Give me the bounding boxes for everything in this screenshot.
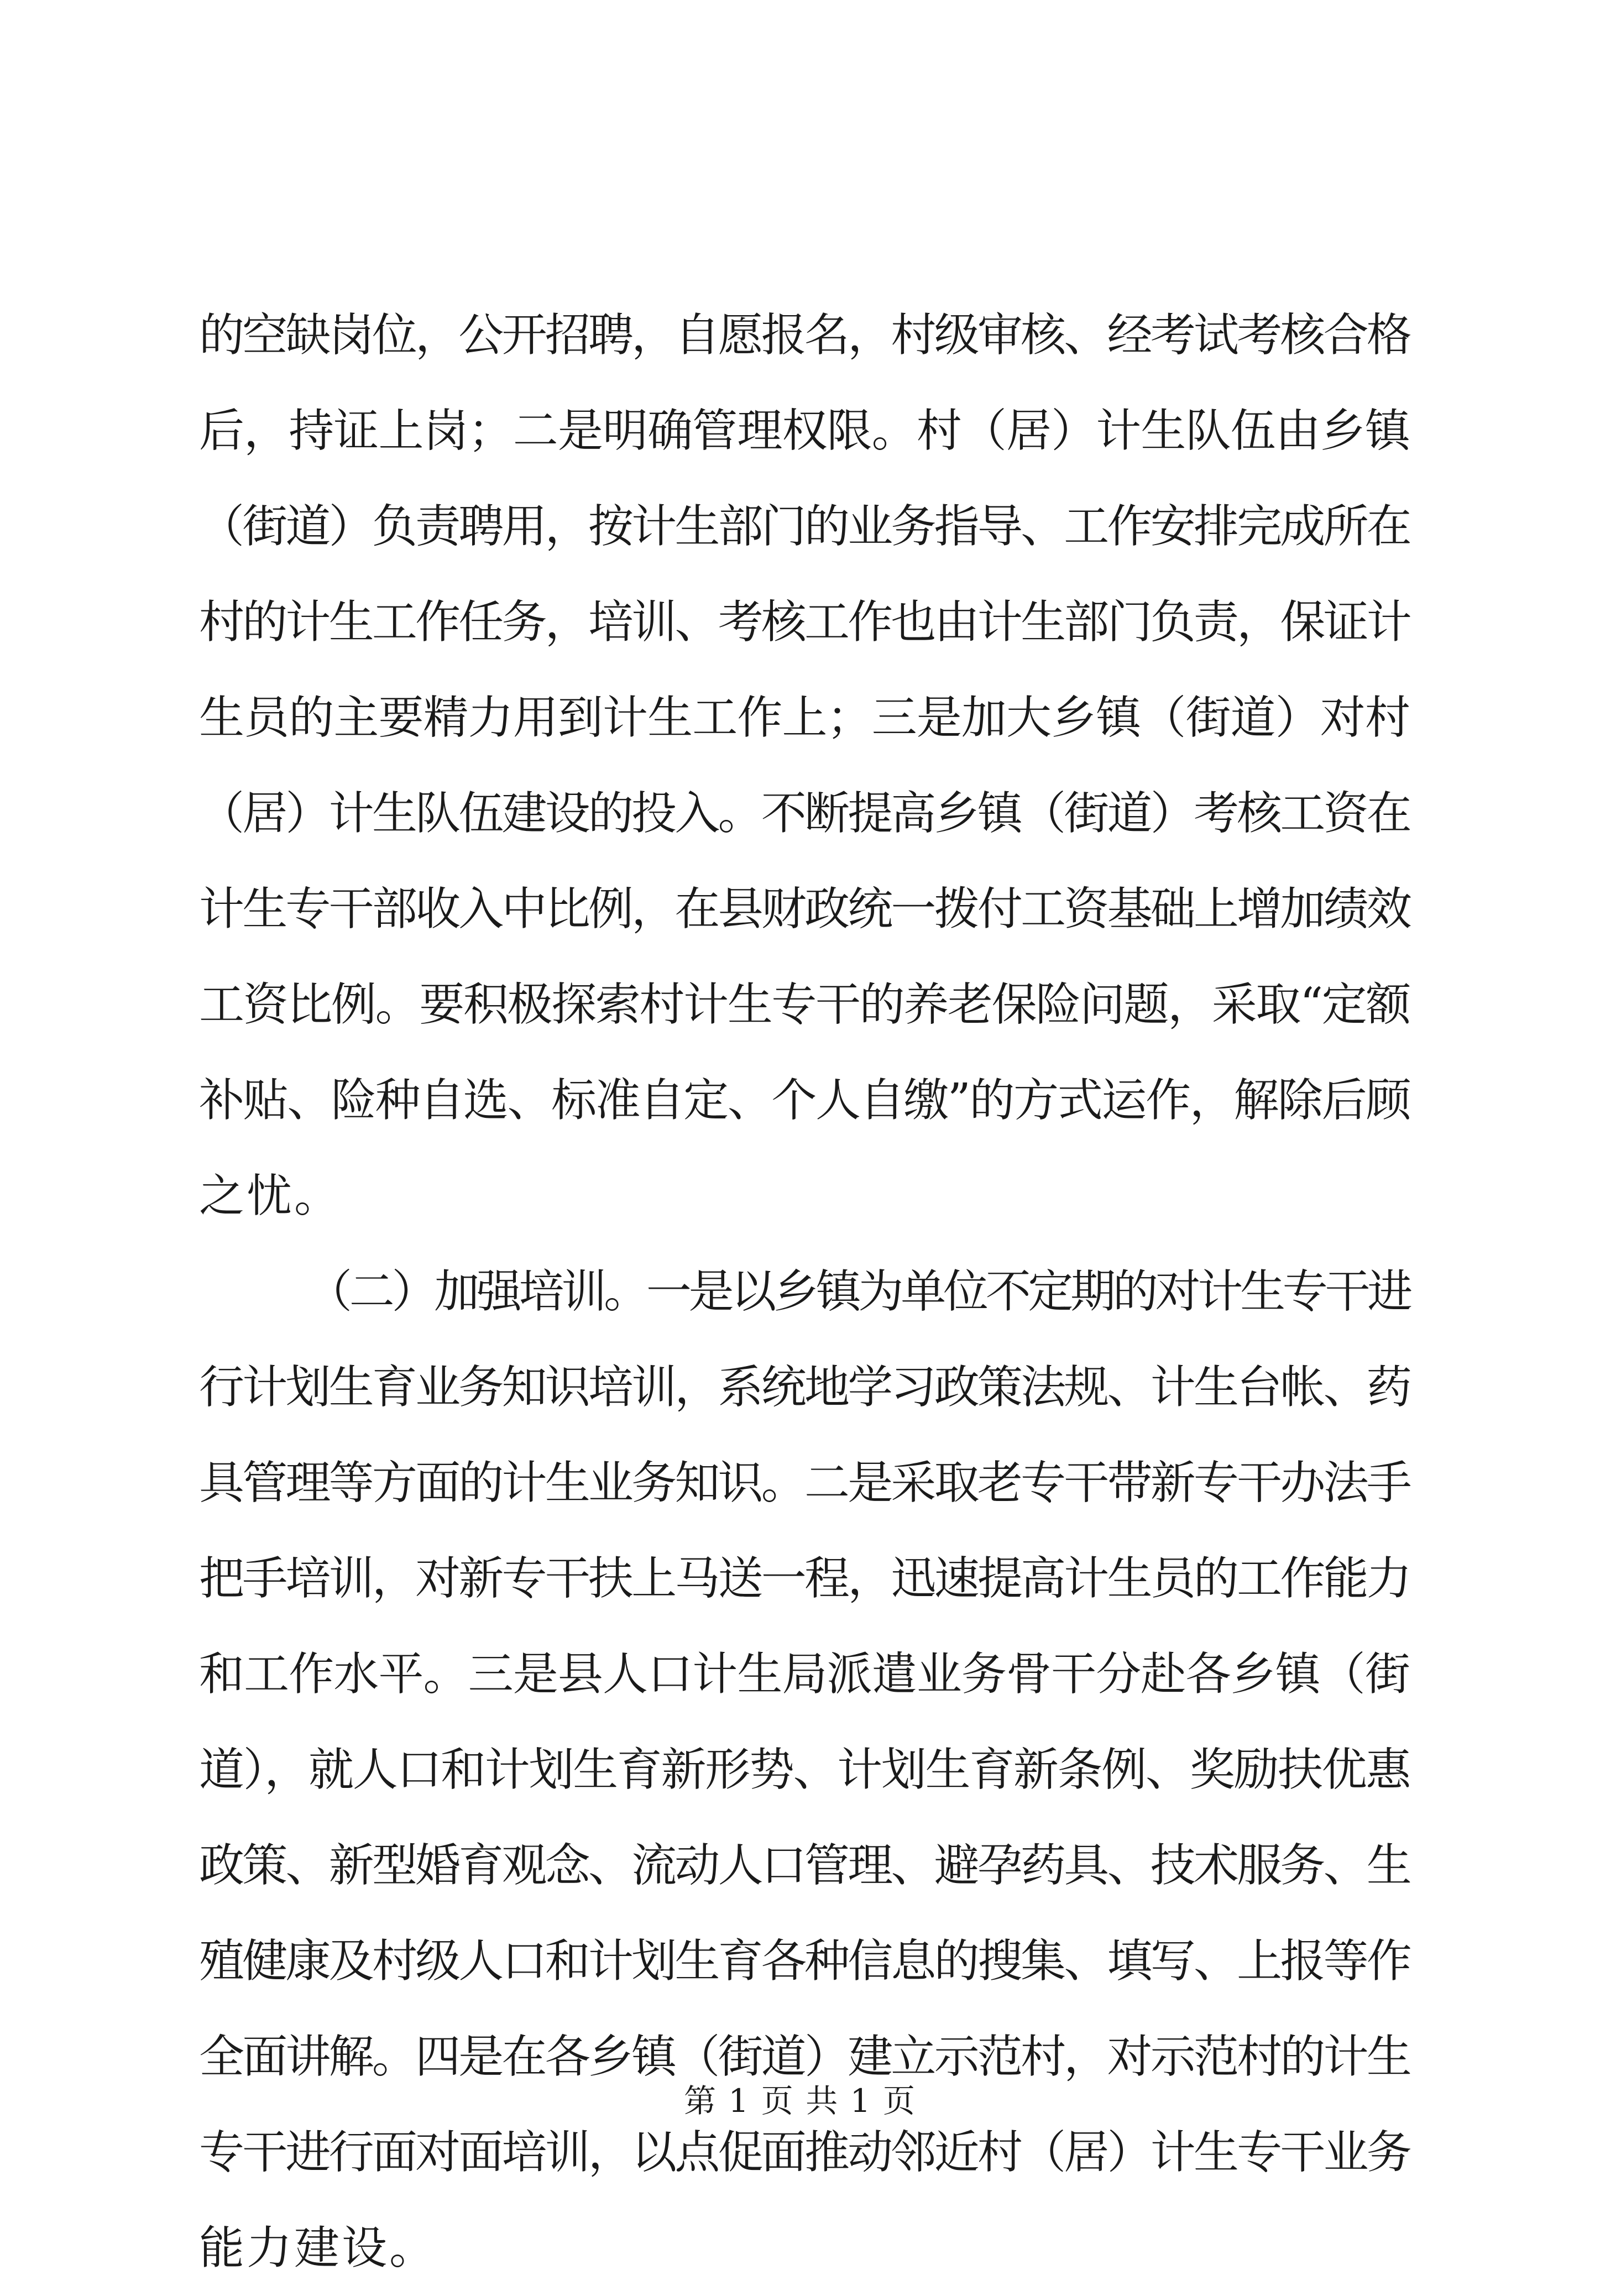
page-number-footer: 第 1 页 共 1 页 xyxy=(684,2082,916,2120)
paragraph-line: 殖健康及村级人口和计划生育各种信息的搜集、填写、上报等作 xyxy=(199,1935,1410,1988)
paragraph-line: 能力建设。 xyxy=(199,2222,437,2274)
paragraph-line: 和工作水平。三是县人口计生局派遣业务骨干分赴各乡镇（街 xyxy=(199,1648,1410,1701)
paragraph-heading-line: （二）加强培训。一是以乡镇为单位不定期的对计生专干进 xyxy=(307,1265,1410,1318)
paragraph-line: 道），就人口和计划生育新形势、计划生育新条例、奖励扶优惠 xyxy=(199,1744,1410,1796)
paragraph-line: 政策、新型婚育观念、流动人口管理、避孕药具、技术服务、生 xyxy=(199,1839,1410,1892)
paragraph-line: 专干进行面对面培训，以点促面推动邻近村（居）计生专干业务 xyxy=(199,2126,1410,2179)
paragraph-line: 的空缺岗位，公开招聘，自愿报名，村级审核、经考试考核合格 xyxy=(199,309,1410,362)
paragraph-line: 把手培训，对新专干扶上马送一程，迅速提高计生员的工作能力 xyxy=(199,1552,1410,1605)
paragraph-line: 之忧。 xyxy=(199,1170,342,1222)
paragraph-line: 计生专干部收入中比例，在县财政统一拨付工资基础上增加绩效 xyxy=(199,883,1410,935)
paragraph-line: 行计划生育业务知识培训，系统地学习政策法规、计生台帐、药 xyxy=(199,1361,1410,1414)
body-text xyxy=(199,287,1410,2296)
paragraph-line: 后，持证上岗；二是明确管理权限。村（居）计生队伍由乡镇 xyxy=(199,405,1410,457)
paragraph-line: 全面讲解。四是在各乡镇（街道）建立示范村，对示范村的计生 xyxy=(199,2031,1410,2083)
paragraph-line: 村的计生工作任务，培训、考核工作也由计生部门负责，保证计 xyxy=(199,596,1410,648)
paragraph-line: （街道）负责聘用，按计生部门的业务指导、工作安排完成所在 xyxy=(199,500,1410,553)
paragraph-line: 补贴、险种自选、标准自定、个人自缴”的方式运作，解除后顾 xyxy=(199,1074,1410,1127)
paragraph-line: （居）计生队伍建设的投入。不断提高乡镇（街道）考核工资在 xyxy=(199,787,1410,840)
paragraph-line: 工资比例。要积极探索村计生专干的养老保险问题，采取“定额 xyxy=(199,979,1410,1031)
paragraph-line: 具管理等方面的计生业务知识。二是采取老专干带新专干办法手 xyxy=(199,1457,1410,1509)
paragraph-line: 生员的主要精力用到计生工作上；三是加大乡镇（街道）对村 xyxy=(199,692,1410,744)
